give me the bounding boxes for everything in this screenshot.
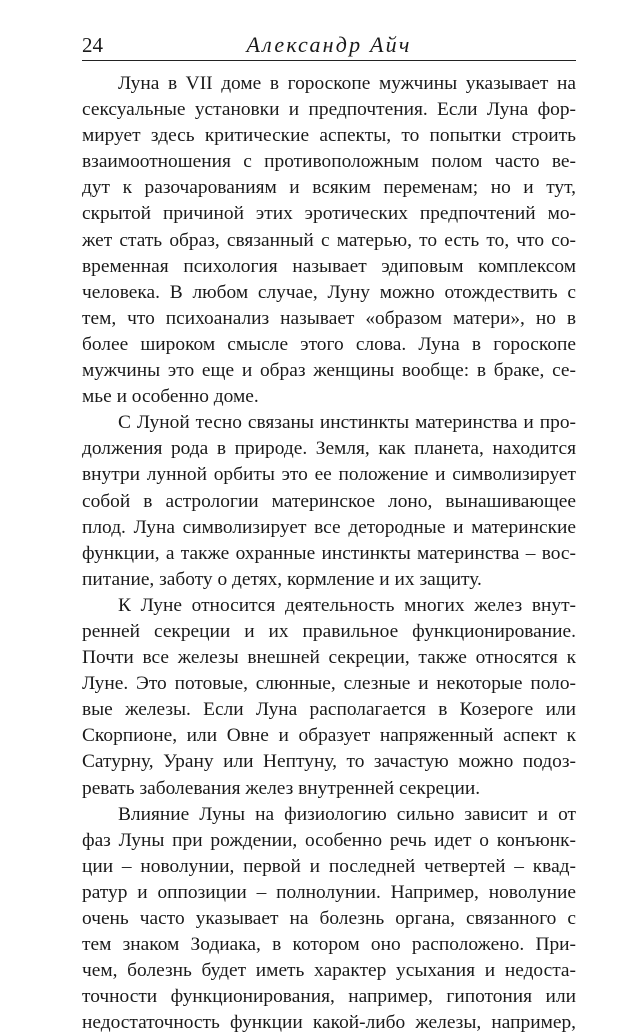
text-line: С Луной тесно связаны инстинкты материнства и про- bbox=[118, 412, 576, 434]
text-line: чем, болезнь будет иметь характер усыхания и недоста- bbox=[82, 960, 576, 982]
text-line: более широком смысле этого слова. Луна в гороскопе bbox=[82, 333, 576, 355]
text-line: временная психология называет эдиповым комплексом bbox=[82, 255, 576, 277]
text-line: должения рода в природе. Земля, как планета, находится bbox=[82, 438, 576, 460]
text-line: ренней секреции и их правильное функционирование. bbox=[82, 620, 576, 642]
text-line: ции – новолунии, первой и последней четвертей – квад- bbox=[82, 855, 576, 877]
text-line: жет стать образ, связанный с матерью, то есть то, что со- bbox=[82, 229, 576, 251]
paragraph bbox=[82, 410, 576, 593]
text-line: ратур и оппозиции – полнолунии. Например, новолуние bbox=[82, 881, 576, 903]
book-page bbox=[82, 30, 576, 1036]
text-line: точности функционирования, например, гипотония или bbox=[82, 986, 576, 1008]
text-line: скрытой причиной этих эротических предпочтений мо- bbox=[82, 203, 576, 225]
body-text bbox=[82, 71, 576, 1036]
text-line: дут к разочарованиям и всяким переменам; но и тут, bbox=[82, 177, 576, 199]
text-line: ревать заболевания желез внутренней секреции. bbox=[82, 777, 481, 799]
text-line: мирует здесь критические аспекты, то попытки строить bbox=[82, 125, 576, 147]
text-line: фаз Луны при рождении, особенно речь идет о конъюнк- bbox=[82, 829, 576, 851]
text-line: недостаточность функции какой-либо железы, например, bbox=[82, 1012, 576, 1034]
paragraph bbox=[82, 593, 576, 802]
text-line: Сатурну, Урану или Нептуну, то зачастую можно подоз- bbox=[82, 751, 576, 773]
text-line: функции, а также охранные инстинкты материнства – вос- bbox=[82, 542, 576, 564]
text-line: питание, заботу о детях, кормление и их защиту. bbox=[82, 568, 482, 590]
text-line: взаимоотношения с противоположным полом часто ве- bbox=[82, 151, 576, 173]
paragraph bbox=[82, 71, 576, 410]
text-line: плод. Луна символизирует все детородные и материнские bbox=[82, 516, 576, 538]
text-line: собой в астрологии материнское лоно, вынашивающее bbox=[82, 490, 576, 512]
text-line: Луна в VII доме в гороскопе мужчины указывает на bbox=[118, 73, 576, 94]
text-line: тем, что психоанализ называет «образом матери», но в bbox=[82, 307, 576, 329]
text-line: внутри лунной орбиты это ее положение и символизирует bbox=[82, 464, 576, 486]
page-number: 24 bbox=[82, 33, 103, 57]
text-line: человека. В любом случае, Луну можно отождествить с bbox=[82, 281, 576, 303]
text-line: очень часто указывает на болезнь органа, связанного с bbox=[82, 908, 576, 929]
running-title: Александр Айч bbox=[246, 32, 412, 57]
text-line: К Луне относится деятельность многих желез внут- bbox=[118, 594, 576, 616]
paragraph bbox=[82, 802, 576, 1036]
text-line: Почти все железы внешней секреции, также относятся к bbox=[82, 647, 576, 669]
text-line: сексуальные установки и предпочтения. Если Луна фор- bbox=[82, 99, 576, 121]
running-header bbox=[82, 30, 576, 61]
text-line: мужчины это еще и образ женщины вообще: в браке, се- bbox=[82, 360, 576, 382]
text-line: Луне. Это потовые, слюнные, слезные и некоторые поло- bbox=[82, 673, 576, 695]
text-line: Скорпионе, или Овне и образует напряженный аспект к bbox=[82, 725, 576, 747]
text-line: мье и особенно доме. bbox=[82, 386, 259, 408]
text-line: тем знаком Зодиака, в котором оно расположено. При- bbox=[82, 934, 576, 956]
text-line: Влияние Луны на физиологию сильно зависит и от bbox=[118, 803, 576, 825]
text-line: вые железы. Если Луна располагается в Козероге или bbox=[82, 699, 576, 721]
